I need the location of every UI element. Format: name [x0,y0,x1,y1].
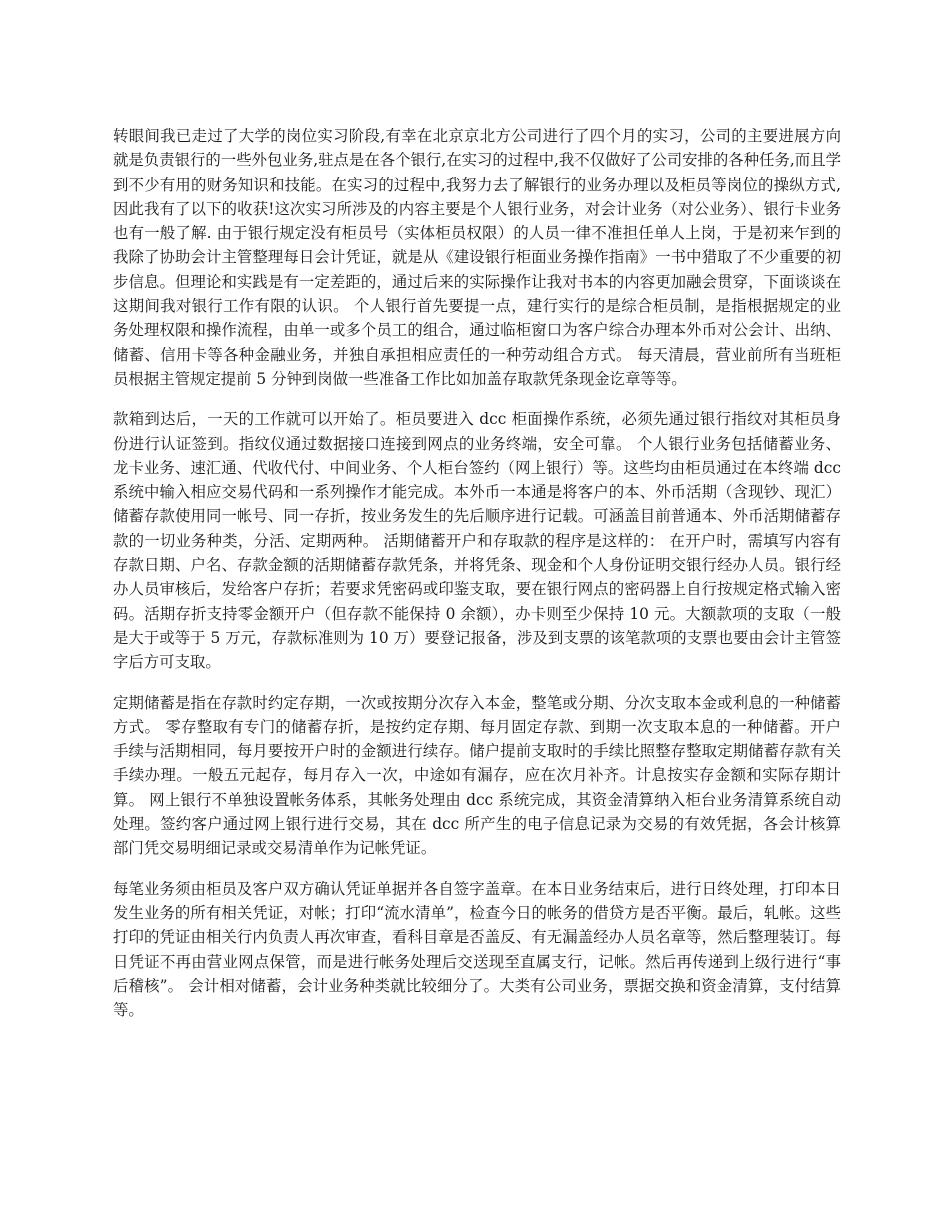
document-page [113,124,841,1038]
paragraph-1: 转眼间我已走过了大学的岗位实习阶段,有幸在北京京北方公司进行了四个月的实习，公司的主要进展方向就是负责银行的一些外包业务,驻点是在各个银行,在实习的过程中,我不仅做好了公司安排的各种任务,而且学到不少有用的财务知识和技能。在实习的过程中,我努力去了解银行的业务办理以及柜员等岗位的操纵方式,因此我有了以下的收获!这次实习所涉及的内容主要是个人银行业务，对会计业务（对公业务）、银行卡业务也有一般了解. 由于银行规定没有柜员号（实体柜员权限）的人员一律不准担任单人上岗，于是初来乍到的我除了协助会计主管整理每日会计凭证，就是从《建设银行柜面业务操作指南》一书中猎取了不少重要的初步信息。但理论和实践是有一定差距的，通过后来的实际操作让我对书本的内容更加融会贯穿，下面谈谈在这期间我对银行工作有限的认识。 个人银行首先要提一点，建行实行的是综合柜员制，是指根据规定的业务处理权限和操作流程，由单一或多个员工的组合，通过临柜窗口为客户综合办理本外币对公会计、出纳、储蓄、信用卡等各种金融业务，并独自承担相应责任的一种劳动组合方式。 每天清晨，营业前所有当班柜员根据主管规定提前 5 分钟到岗做一些准备工作比如加盖存取款凭条现金讫章等等。 [113,127,841,388]
paragraph-3: 定期储蓄是指在存款时约定存期，一次或按期分次存入本金，整笔或分期、分次支取本金或利息的一种储蓄方式。 零存整取有专门的储蓄存折，是按约定存期、每月固定存款、到期一次支取本息的一种储蓄。开户手续与活期相同，每月要按开户时的金额进行续存。储户提前支取时的手续比照整存整取定期储蓄存款有关手续办理。一般五元起存，每月存入一次，中途如有漏存，应在次月补齐。计息按实存金额和实际存期计算。 网上银行不单独设置帐务体系，其帐务处理由 dcc 系统完成，其资金清算纳入柜台业务清算系统自动处理。签约客户通过网上银行进行交易，其在 dcc 所产生的电子信息记录为交易的有效凭据，各会计核算部门凭交易明细记录或交易清单作为记帐凭证。 [113,693,841,858]
paragraph-4: 每笔业务须由柜员及客户双方确认凭证单据并各自签字盖章。在本日业务结束后，进行日终处理，打印本日发生业务的所有相关凭证，对帐；打印“流水清单”，检查今日的帐务的借贷方是否平衡。最后，轧帐。这些打印的凭证由相关行内负责人再次审查，看科目章是否盖反、有无漏盖经办人员名章等，然后整理装订。每日凭证不再由营业网点保管，而是进行帐务处理后交送现至直属支行，记帐。然后再传递到上级行进行“事后稽核”。 会计相对储蓄，会计业务种类就比较细分了。大类有公司业务，票据交换和资金清算，支付结算等。 [113,879,841,1020]
paragraph-2: 款箱到达后，一天的工作就可以开始了。柜员要进入 dcc 柜面操作系统，必须先通过银行指纹对其柜员身份进行认证签到。指纹仪通过数据接口连接到网点的业务终端，安全可靠。 个人银行业务包括储蓄业务、龙卡业务、速汇通、代收代付、中间业务、个人柜台签约（网上银行）等。这些均由柜员通过在本终端 dcc 系统中输入相应交易代码和一系列操作才能完成。本外币一本通是将客户的本、外币活期（含现钞、现汇）储蓄存款使用同一帐号、同一存折，按业务发生的先后顺序进行记载。可涵盖目前普通本、外币活期储蓄存款的一切业务种类，分活、定期两种。 活期储蓄开户和存取款的程序是这样的： 在开户时，需填写内容有存款日期、户名、存款金额的活期储蓄存款凭条，并将凭条、现金和个人身份证明交银行经办人员。银行经办人员审核后，发给客户存折；若要求凭密码或印鉴支取，要在银行网点的密码器上自行按规定格式输入密码。活期存折支持零金额开户（但存款不能保持 0 余额），办卡则至少保持 10 元。大额款项的支取（一般是大于或等于 5 万元，存款标准则为 10 万）要登记报备，涉及到支票的该笔款项的支票也要由会计主管签字后方可支取。 [113,410,841,672]
